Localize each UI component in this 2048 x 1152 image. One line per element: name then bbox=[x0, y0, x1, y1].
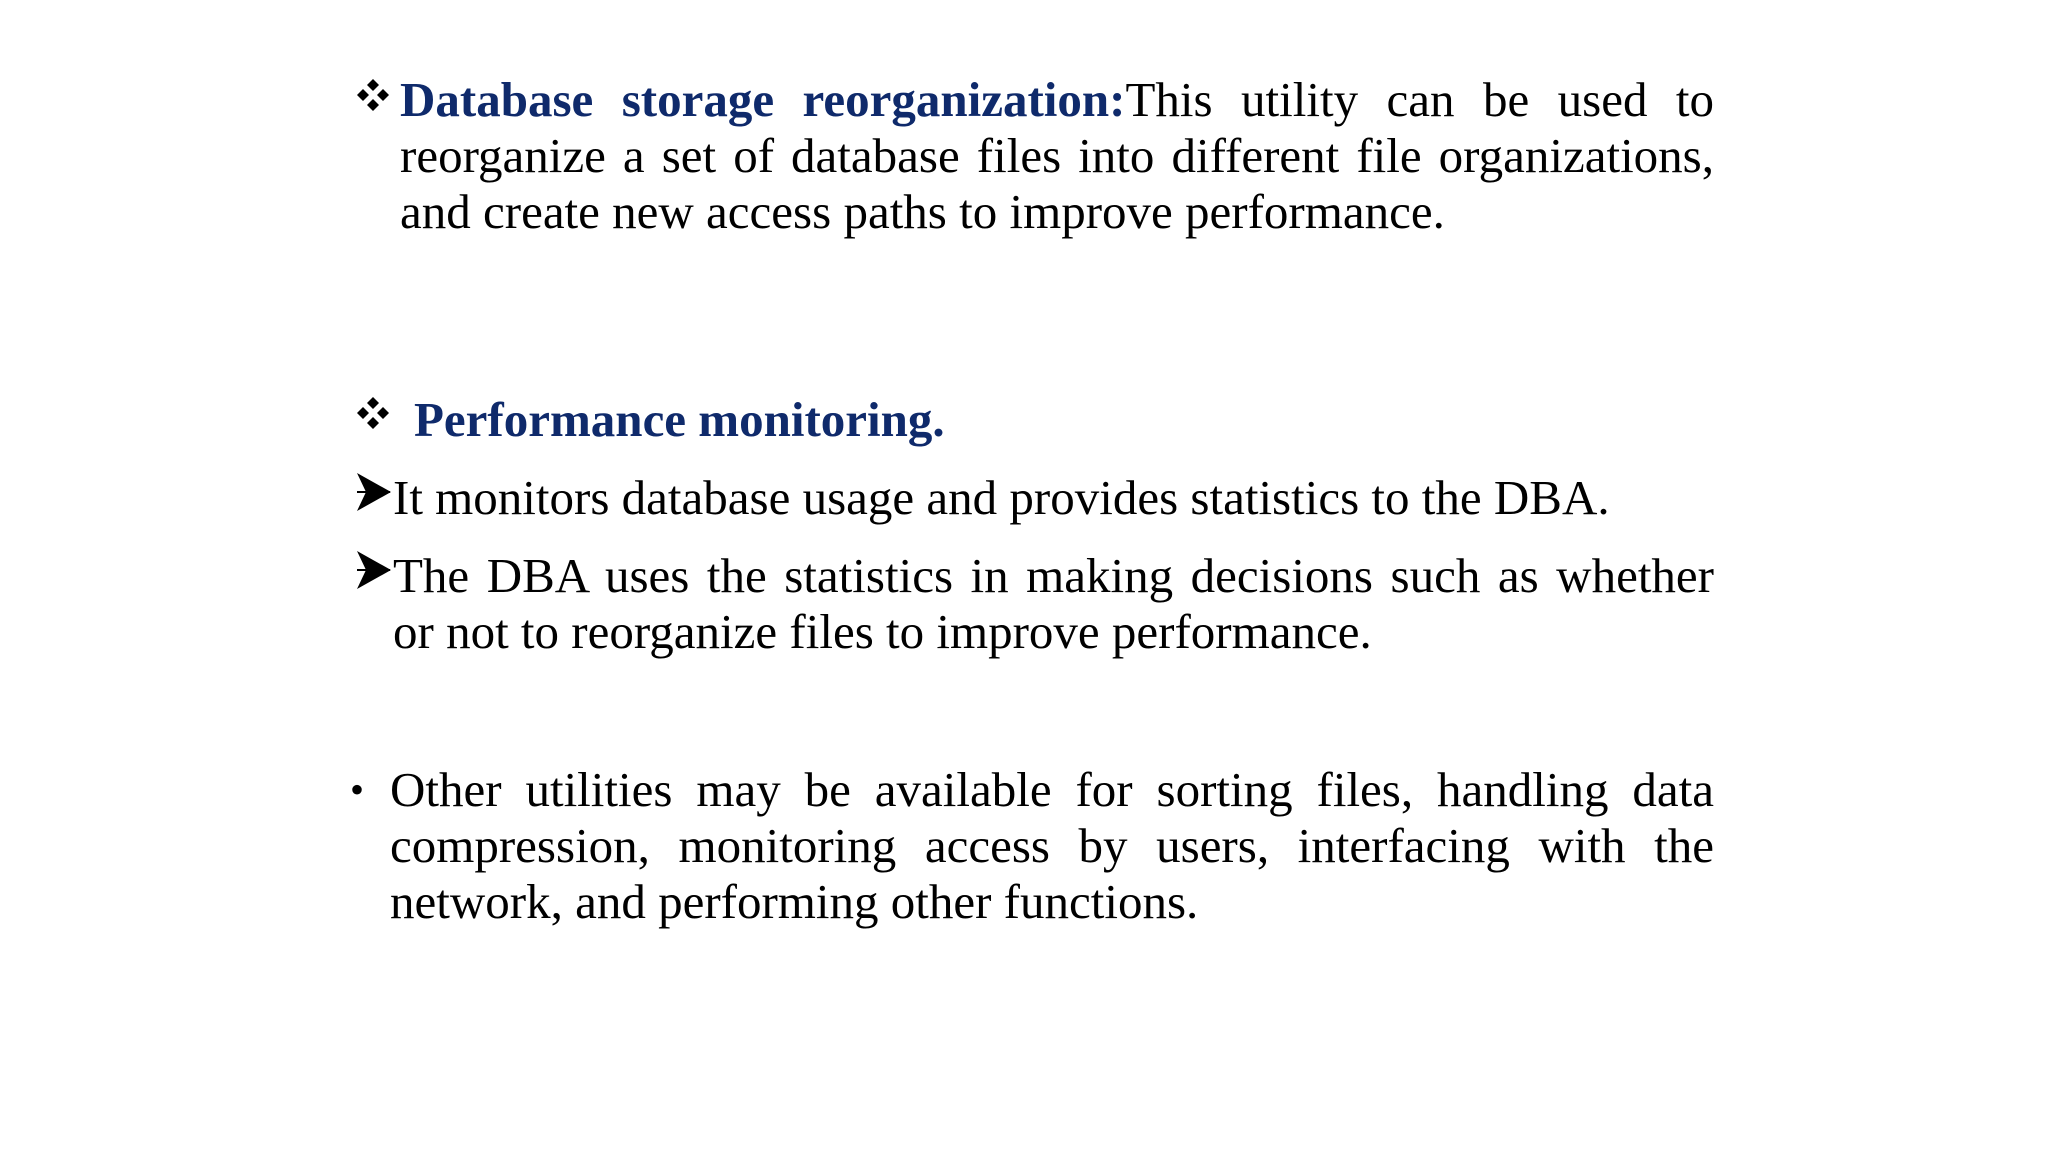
arrowhead-icon bbox=[356, 472, 392, 512]
four-diamond-icon bbox=[356, 78, 390, 112]
storage-reorganization-heading: Database storage reorganization: bbox=[400, 72, 1126, 127]
other-utilities-text: Other utilities may be available for sorting files, handling data compression, monitoring access by users, interfacing with the network, and performing other functions. bbox=[390, 762, 1714, 929]
storage-reorganization-text: This utility can be used to reorganize a set of database files into different file organizations, and create new access paths to improve performance. bbox=[400, 72, 1715, 239]
storage-reorganization-paragraph bbox=[400, 72, 1714, 240]
bullet-icon: • bbox=[350, 767, 365, 812]
performance-monitoring-heading: Performance monitoring. bbox=[414, 392, 945, 447]
four-diamond-icon bbox=[356, 396, 390, 430]
monitoring-point-text: The DBA uses the statistics in making decisions such as whether or not to reorganize files to improve performance. bbox=[393, 548, 1714, 659]
arrowhead-icon bbox=[356, 550, 392, 590]
monitoring-point-text: It monitors database usage and provides statistics to the DBA. bbox=[393, 470, 1610, 525]
